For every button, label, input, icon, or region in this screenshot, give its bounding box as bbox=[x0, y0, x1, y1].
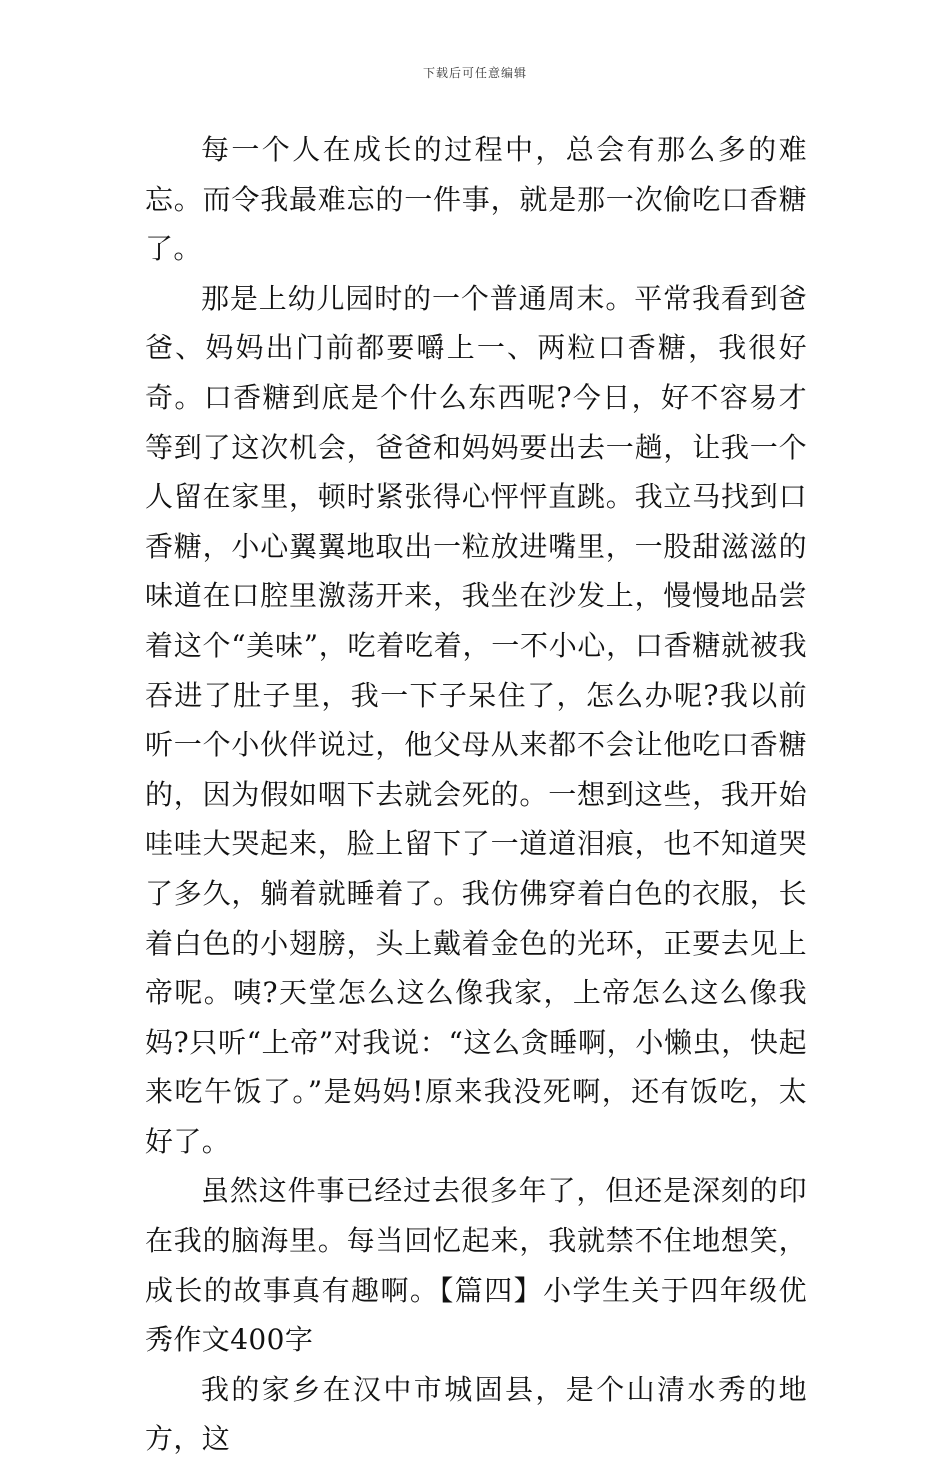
document-body bbox=[145, 125, 807, 1464]
page-header: 下载后可任意编辑 bbox=[422, 66, 527, 80]
paragraph: 我的家乡在汉中市城固县，是个山清水秀的地方，这 bbox=[145, 1372, 807, 1456]
paragraph: 那是上幼儿园时的一个普通周末。平常我看到爸爸、妈妈出门前都要嚼上一、两粒口香糖，我很好奇。口香糖到底是个什么东西呢?今日，好不容易才等到了这次机会，爸爸和妈妈要出去一趟，让我一个人留在家里，顿时紧张得心怦怦直跳。我立马找到口香糖，小心翼翼地取出一粒放进嘴里，一股甜滋滋的味道在口腔里激荡开来，我坐在沙发上，慢慢地品尝着这个“美味”，吃着吃着，一不小心，口香糖就被我吞进了肚子里，我一下子呆住了，怎么办呢?我以前听一个小伙伴说过，他父母从来都不会让他吃口香糖的，因为假如咽下去就会死的。一想到这些，我开始哇哇大哭起来，脸上留下了一道道泪痕，也不知道哭了多久，躺着就睡着了。我仿佛穿着白色的衣服，长着白色的小翅膀，头上戴着金色的光环，正要去见上帝呢。咦?天堂怎么这么像我家，上帝怎么这么像我妈?只听“上帝”对我说：“这么贪睡啊，小懒虫，快起来吃午饭了。”是妈妈!原来我没死啊，还有饭吃，太好了。 bbox=[145, 281, 807, 1158]
paragraph: 每一个人在成长的过程中，总会有那么多的难忘。而令我最难忘的一件事，就是那一次偷吃口香糖了。 bbox=[145, 133, 807, 266]
paragraph: 虽然这件事已经过去很多年了，但还是深刻的印在我的脑海里。每当回忆起来，我就禁不住地想笑，成长的故事真有趣啊。【篇四】小学生关于四年级优秀作文400字 bbox=[145, 1174, 807, 1357]
